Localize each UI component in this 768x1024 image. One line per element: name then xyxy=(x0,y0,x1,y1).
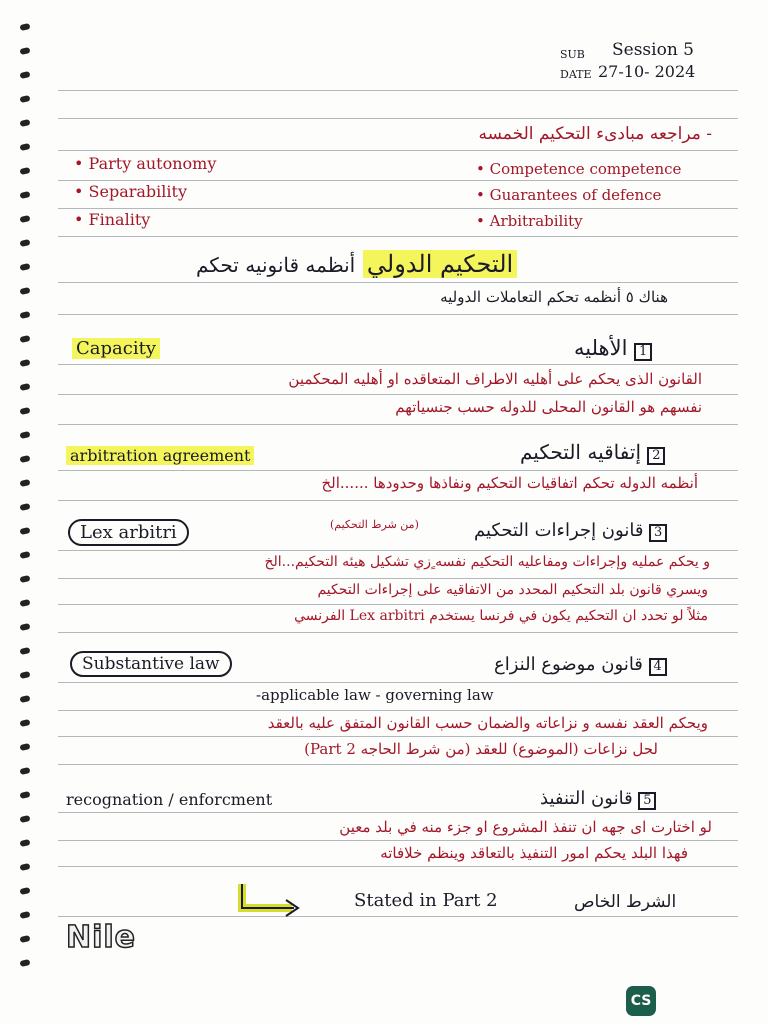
section-number: 3 xyxy=(649,524,667,542)
ruled-line xyxy=(58,812,738,813)
principle-right: • Competence competence xyxy=(476,160,682,178)
ruled-line xyxy=(58,424,738,425)
ruled-line xyxy=(58,394,738,395)
ruled-line xyxy=(58,118,738,119)
arrow-icon xyxy=(236,880,308,920)
section-line: ويحكم العقد نفسه و نزاعاته والضمان حسب القانون المتفق عليه بالعقد xyxy=(267,714,708,732)
section-number: 5 xyxy=(638,792,656,810)
ruled-line xyxy=(58,282,738,283)
title-subline: هناك ٥ أنظمه تحكم التعاملات الدوليه xyxy=(440,288,668,306)
principle-left: • Separability xyxy=(74,182,187,201)
ruled-line xyxy=(58,364,738,365)
section-heading-en: arbitration agreement xyxy=(66,446,254,465)
section-heading-ar: الأهليه 1 xyxy=(574,336,652,361)
sub-value: Session 5 xyxy=(612,40,694,60)
section-number: 2 xyxy=(647,447,665,465)
ruled-line xyxy=(58,604,738,605)
section-line: و يحكم عمليه وإجراءات ومفاعليه التحكيم نفسه ٍزي تشكيل هيئه التحكيم...الخ xyxy=(264,554,710,570)
ruled-line xyxy=(58,840,738,841)
section-heading-ar: قانون موضوع النزاع 4 xyxy=(494,654,667,676)
ruled-line xyxy=(58,550,738,551)
section-heading-ar: قانون التنفيذ 5 xyxy=(540,788,656,810)
ruled-line xyxy=(58,470,738,471)
section-line: ويسري قانون بلد التحكيم المحدد من الاتفاقيه على إجراءات التحكيم xyxy=(317,582,708,598)
section-line: مثلاً لو تحدد ان التحكيم يكون في فرنسا يستخدم Lex arbitri الفرنسي xyxy=(294,608,708,624)
section-line: القانون الذى يحكم على أهليه الاطراف المتعاقده او أهليه المحكمين xyxy=(288,370,702,388)
principle-right: • Arbitrability xyxy=(476,212,583,230)
section-heading-en: Capacity xyxy=(72,338,160,359)
section-note: -applicable law - governing law xyxy=(256,686,494,704)
date-value: 27-10- 2024 xyxy=(598,62,696,81)
footer-text-en: Stated in Part 2 xyxy=(354,890,498,911)
section-number: 4 xyxy=(649,658,667,676)
ruled-line xyxy=(58,916,738,917)
ruled-line xyxy=(58,764,738,765)
nile-logo: Nile xyxy=(66,920,137,955)
section-line: لحل نزاعات (الموضوع) للعقد (من شرط الحاجه Part 2) xyxy=(304,740,658,758)
ruled-line xyxy=(58,180,738,181)
section-line: فهذا البلد يحكم امور التنفيذ بالتعاقد وينظم خلافاته xyxy=(380,844,688,862)
ruled-line xyxy=(58,208,738,209)
ruled-line xyxy=(58,236,738,237)
principle-left: • Party autonomy xyxy=(74,154,217,173)
principle-right: • Guarantees of defence xyxy=(476,186,662,204)
title-highlight: التحكيم الدولي xyxy=(363,250,517,278)
ruled-line xyxy=(58,150,738,151)
ruled-line xyxy=(58,710,738,711)
section-heading-en: Lex arbitri xyxy=(68,522,189,543)
section-number: 1 xyxy=(634,343,652,361)
page-title xyxy=(186,250,517,278)
footer-text-ar: الشرط الخاص xyxy=(574,892,677,912)
title-rest: أنظمه قانونيه تحكم xyxy=(196,253,356,277)
sub-label: SUB xyxy=(560,48,585,61)
principle-left: • Finality xyxy=(74,210,151,229)
section-line: نفسهم هو القانون المحلى للدوله حسب جنسياتهم xyxy=(395,398,702,416)
section-heading-en: recognation / enforcment xyxy=(66,790,273,809)
ruled-line xyxy=(58,578,738,579)
section-heading-en: Substantive law xyxy=(70,654,232,674)
date-label: DATE xyxy=(560,68,592,81)
ruled-line xyxy=(58,736,738,737)
section-heading-ar: إتفاقيه التحكيم 2 xyxy=(520,440,665,465)
ruled-line xyxy=(58,90,738,91)
ruled-line xyxy=(58,632,738,633)
ruled-line xyxy=(58,314,738,315)
section-line: أنظمه الدوله تحكم اتفاقيات التحكيم ونفاذها وحدودها ......الخ xyxy=(321,474,698,492)
intro-line: - مراجعه مبادىء التحكيم الخمسه xyxy=(478,124,712,144)
ruled-line xyxy=(58,866,738,867)
camscanner-badge-icon: CS xyxy=(626,986,656,1016)
ruled-line xyxy=(58,500,738,501)
section-line: لو اختارت اى جهه ان تنفذ المشروع او جزء منه في بلد معين xyxy=(339,818,712,836)
ruled-line xyxy=(58,682,738,683)
section-note: (من شرط التحكيم) xyxy=(330,518,419,531)
section-heading-ar: قانون إجراءات التحكيم 3 xyxy=(474,520,667,542)
